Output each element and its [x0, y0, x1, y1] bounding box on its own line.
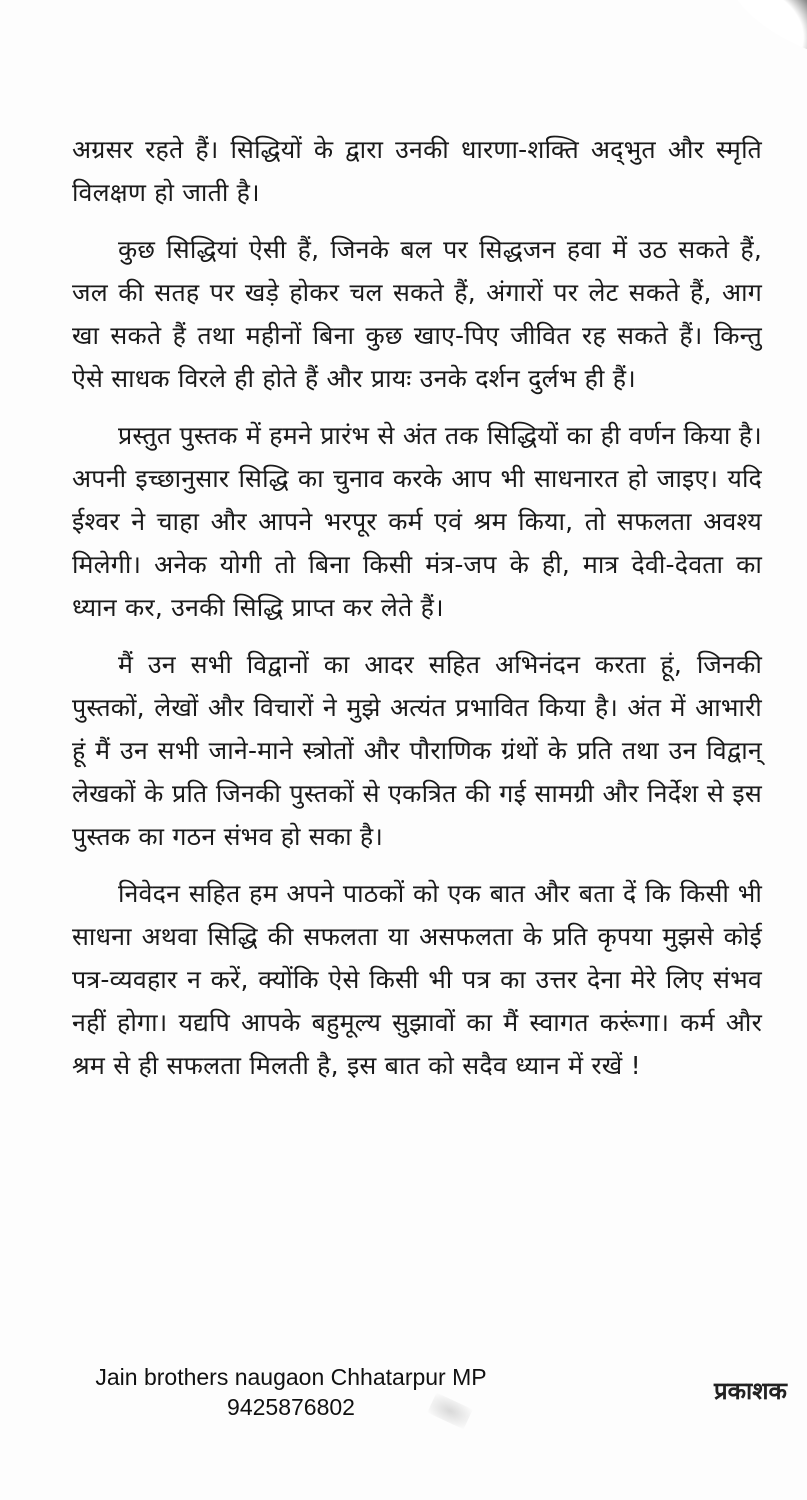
paragraph-1: अग्रसर रहते हैं। सिद्धियों के द्वारा उनकी धारणा-शक्ति अद्‌भुत और स्मृति विलक्षण हो जाती है। [72, 135, 762, 207]
paragraph-2: कुछ सिद्धियां ऐसी हैं, जिनके बल पर सिद्धजन हवा में उठ सकते हैं, जल की सतह पर खड़े होकर चल सकते हैं, अंगारों पर लेट सकते हैं, आग खा सकते हैं तथा महीनों बिना कुछ खाए-पिए जीवित रह सकते हैं। किन्तु ऐसे साधक विरले ही होते हैं और प्रायः उनके दर्शन दुर्लभ ही हैं। [72, 235, 762, 393]
page-footer [0, 1362, 807, 1432]
book-page-text [72, 128, 762, 1087]
paragraph-4: मैं उन सभी विद्वानों का आदर सहित अभिनंदन करता हूं, जिनकी पुस्तकों, लेखों और विचारों ने मुझे अत्यंत प्रभावित किया है। अंत में आभारी हूं मैं उन सभी जाने-माने स्त्रोतों और पौराणिक ग्रंथों के प्रति तथा उन विद्वान् लेखकों के प्रति जिनकी पुस्तकों से एकत्रित की गई सामग्री और निर्देश से इस पुस्तक का गठन संभव हो सका है। [72, 650, 762, 851]
page-curl-shadow [709, 0, 807, 58]
publisher-signature: प्रकाशक [713, 1377, 787, 1405]
seller-phone: 9425876802 [227, 1394, 355, 1420]
seller-name: Jain brothers naugaon Chhatarpur MP [95, 1364, 487, 1390]
paragraph-3: प्रस्तुत पुस्तक में हमने प्रारंभ से अंत तक सिद्धियों का ही वर्णन किया है। अपनी इच्छानुसार सिद्धि का चुनाव करके आप भी साधनारत हो जाइए। यदि ईश्वर ने चाहा और आपने भरपूर कर्म एवं श्रम किया, तो सफलता अवश्य मिलेगी। अनेक योगी तो बिना किसी मंत्र-जप के ही, मात्र देवी-देवता का ध्यान कर, उनकी सिद्धि प्राप्त कर लेते हैं। [72, 421, 762, 622]
paragraph-5: निवेदन सहित हम अपने पाठकों को एक बात और बता दें कि किसी भी साधना अथवा सिद्धि की सफलता या असफलता के प्रति कृपया मुझसे कोई पत्र-व्यवहार न करें, क्योंकि ऐसे किसी भी पत्र का उत्तर देना मेरे लिए संभव नहीं होगा। यद्यपि आपके बहुमूल्य सुझावों का मैं स्वागत करूंगा। कर्म और श्रम से ही सफलता मिलती है, इस बात को सदैव ध्यान में रखें ! [72, 879, 762, 1080]
